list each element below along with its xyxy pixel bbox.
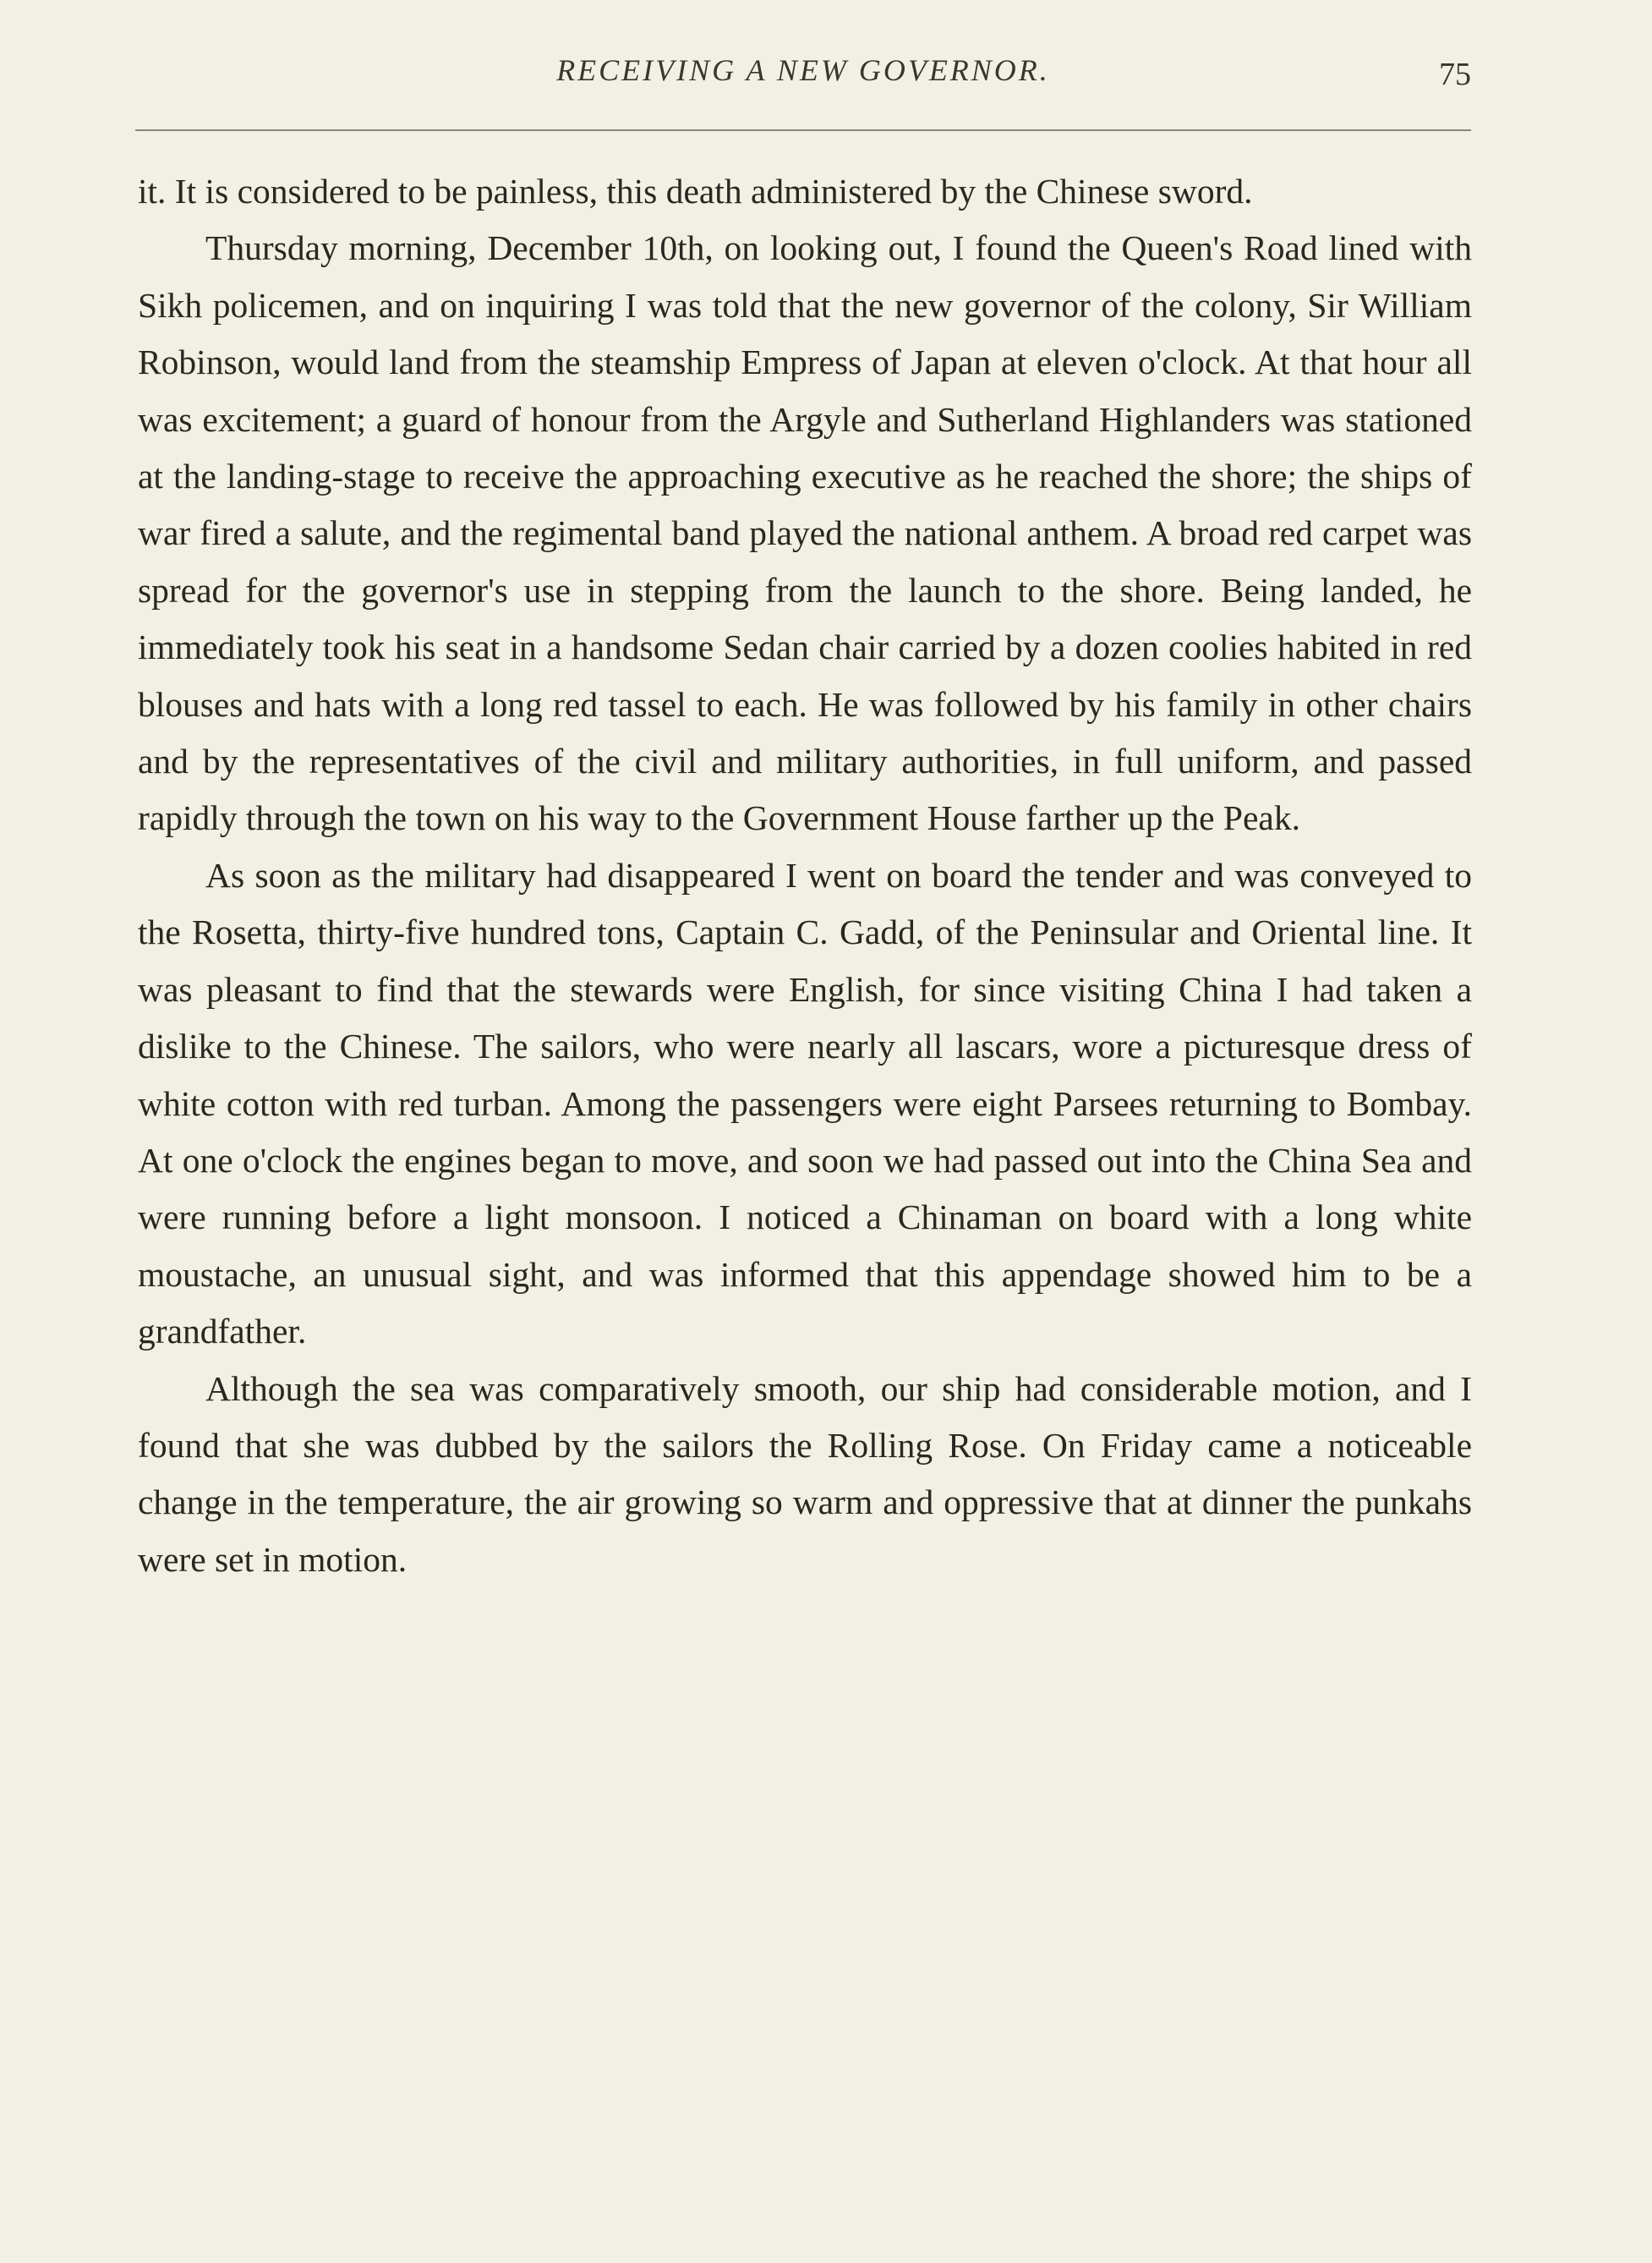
- running-title: RECEIVING A NEW GOVERNOR.: [556, 53, 1050, 87]
- paragraph: As soon as the military had disappeared I went on board the tender and was conveyed to the Rosetta, thirty-five hundred tons, Captain C. Gadd, of the Peninsular and Oriental line. It was pleasant to find that the stewards were English, for since visiting China I had taken a dislike to the Chinese. The sailors, who were nearly all lascars, wore a picturesque dress of white cotton with red turban. Among the passengers were eight Parsees returning to Bombay. At one o'clock the engines began to move, and soon we had passed out into the China Sea and were running before a light monsoon. I noticed a Chinaman on board with a long white moustache, an unusual sight, and was informed that this appendage showed him to be a grandfather.: [138, 855, 1472, 1351]
- page-number: 75: [1439, 57, 1471, 92]
- header-rule: [135, 129, 1471, 131]
- paragraph: Although the sea was comparatively smooth, our ship had considerable motion, and I found that she was dubbed by the sailors the Rolling Rose. On Friday came a noticeable change in the temperature, the air growing so warm and oppressive that at dinner the punkahs were set in motion.: [138, 1368, 1472, 1579]
- paragraph: Thursday morning, December 10th, on looking out, I found the Queen's Road lined with Sikh policemen, and on inquiring I was told that the new governor of the colony, Sir William Robinson, would land from the steamship Empress of Japan at eleven o'clock. At that hour all was excitement; a guard of honour from the Argyle and Sutherland Highlanders was stationed at the landing-stage to receive the approaching executive as he reached the shore; the ships of war fired a salute, and the regimental band played the national anthem. A broad red carpet was spread for the governor's use in stepping from the launch to the shore. Being landed, he immediately took his seat in a handsome Sedan chair carried by a dozen coolies habited in red blouses and hats with a long red tassel to each. He was followed by his family in other chairs and by the representatives of the civil and military authorities, in full uniform, and passed rapidly through the town on his way to the Government House farther up the Peak.: [138, 228, 1472, 838]
- running-head: [135, 52, 1471, 103]
- paragraph: it. It is considered to be painless, this death administered by the Chinese sword.: [138, 172, 1253, 211]
- body-text: [138, 163, 1472, 1588]
